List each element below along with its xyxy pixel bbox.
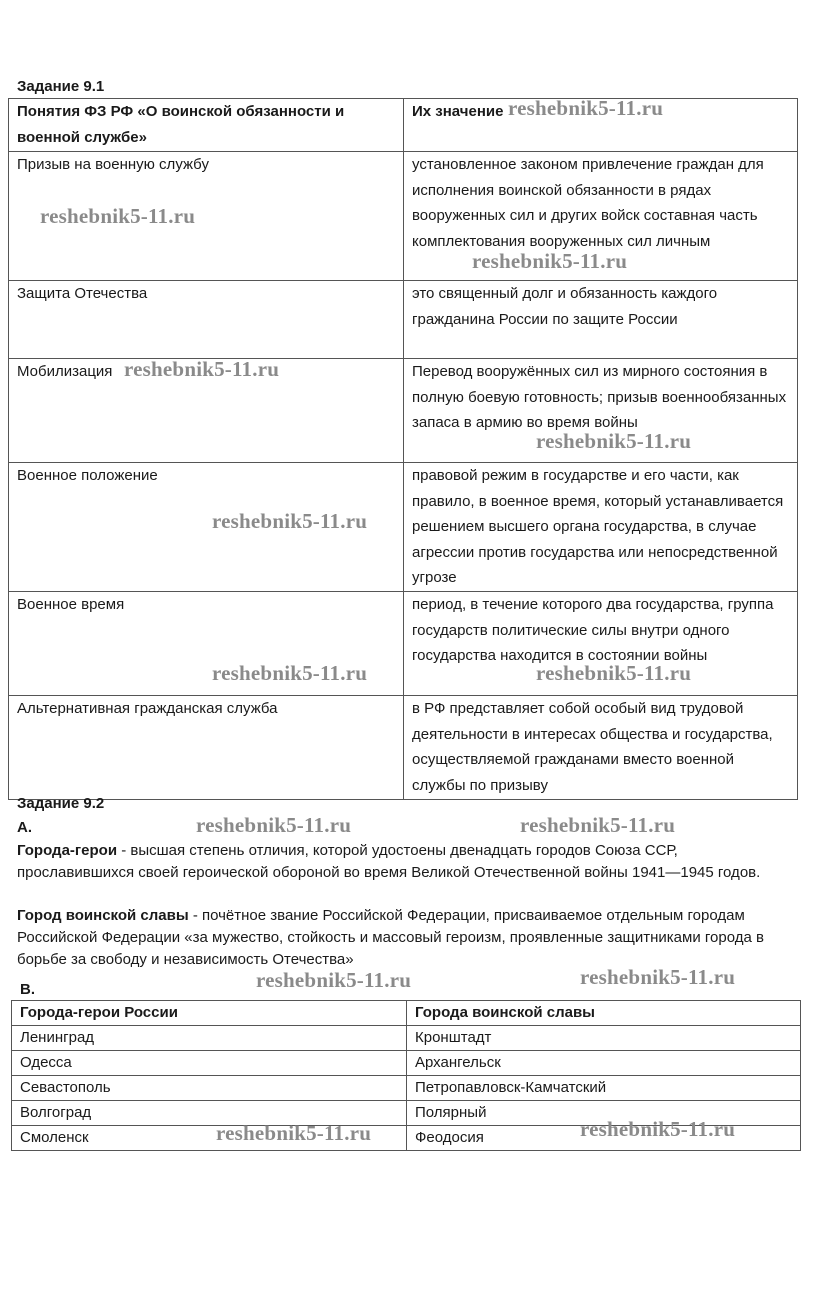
table-row (9, 696, 798, 800)
table-row (9, 281, 798, 359)
watermark: reshebnik5-11.ru (124, 357, 280, 381)
watermark: reshebnik5-11.ru (196, 813, 352, 837)
cities-header-hero: Города-герои России (12, 1001, 407, 1026)
watermark: reshebnik5-11.ru (256, 968, 412, 992)
watermark: reshebnik5-11.ru (520, 813, 676, 837)
table-row (12, 1026, 801, 1051)
table-row (12, 1101, 801, 1126)
watermark: reshebnik5-11.ru (580, 965, 736, 989)
table-row (9, 592, 798, 696)
concept-meaning: в РФ представляет собой особый вид трудовой деятельности в интересах общества и государства, осуществляемой гражданами вместо военной службы по призыву (404, 696, 798, 800)
table-row (12, 1051, 801, 1076)
glory-city: Кронштадт (407, 1026, 801, 1051)
concept-meaning: правовой режим в государстве и его части, как правило, в военное время, который устанавливается решением высшего органа государства, в случае агрессии против государства или непосредственной угрозе (404, 463, 798, 592)
glory-city: Феодосия (407, 1126, 801, 1151)
definition-text: - высшая степень отличия, которой удостоены двенадцать городов Союза ССР, прославившихся своей героической обороной во время Великой Отечественной войны 1941—1945 годов. (17, 842, 761, 881)
table-row (9, 359, 798, 463)
watermark: reshebnik5-11.ru (212, 509, 368, 533)
definition-term: Город воинской славы (17, 907, 189, 924)
concept-term: Военное положение (9, 463, 404, 592)
definition-hero-cities (17, 840, 777, 884)
concepts-table (8, 98, 798, 800)
concept-term: Защита Отечества (9, 281, 404, 359)
part-b-label: В. (20, 981, 35, 998)
cities-table (11, 1000, 801, 1151)
concept-meaning: установленное законом привлечение граждан для исполнения воинской обязанности в рядах вооруженных сил и других войск составная часть комплектования вооруженных сил личным (404, 152, 798, 281)
table-row (12, 1126, 801, 1151)
table-row (9, 463, 798, 592)
watermark: reshebnik5-11.ru (212, 661, 368, 685)
watermark: reshebnik5-11.ru (536, 429, 692, 453)
definition-military-glory-city (17, 905, 777, 971)
hero-city: Волгоград (12, 1101, 407, 1126)
definition-text: - почётное звание Российской Федерации, присваиваемое отдельным городам Российской Федерации «за мужество, стойкость и массовый героизм, проявленные защитниками города в борьбе за свободу и независимость Отечества» (17, 907, 764, 968)
hero-city: Смоленск (12, 1126, 407, 1151)
watermark: reshebnik5-11.ru (216, 1121, 372, 1145)
glory-city: Архангельск (407, 1051, 801, 1076)
watermark: reshebnik5-11.ru (472, 249, 628, 273)
watermark: reshebnik5-11.ru (580, 1117, 736, 1141)
task-9-2-heading: Задание 9.2 (17, 795, 105, 812)
hero-city: Одесса (12, 1051, 407, 1076)
cities-table-header (12, 1001, 801, 1026)
watermark: reshebnik5-11.ru (40, 204, 196, 228)
concepts-table-header (9, 99, 798, 152)
concept-meaning: Перевод вооружённых сил из мирного состояния в полную боевую готовность; призыв военнообязанных запаса в армию во время войны (404, 359, 798, 463)
task-9-1-heading: Задание 9.1 (17, 78, 105, 95)
hero-city: Севастополь (12, 1076, 407, 1101)
concept-meaning: период, в течение которого два государства, группа государств политические силы внутри одного государства находится в состоянии войны (404, 592, 798, 696)
glory-city: Полярный (407, 1101, 801, 1126)
part-a-label: А. (17, 819, 32, 836)
concepts-header-term: Понятия ФЗ РФ «О воинской обязанности и военной службе» (9, 99, 404, 152)
concept-term: Призыв на военную службу (9, 152, 404, 281)
watermark: reshebnik5-11.ru (508, 96, 664, 120)
hero-city: Ленинград (12, 1026, 407, 1051)
table-row (9, 152, 798, 281)
table-row (12, 1076, 801, 1101)
watermark: reshebnik5-11.ru (536, 661, 692, 685)
concepts-header-meaning: Их значение (404, 99, 798, 152)
concept-meaning: это священный долг и обязанность каждого гражданина России по защите России (404, 281, 798, 359)
definition-term: Города-герои (17, 842, 118, 859)
concept-term: Мобилизация (9, 359, 404, 463)
cities-header-glory: Города воинской славы (407, 1001, 801, 1026)
concept-term: Военное время (9, 592, 404, 696)
concept-term: Альтернативная гражданская служба (9, 696, 404, 800)
glory-city: Петропавловск-Камчатский (407, 1076, 801, 1101)
